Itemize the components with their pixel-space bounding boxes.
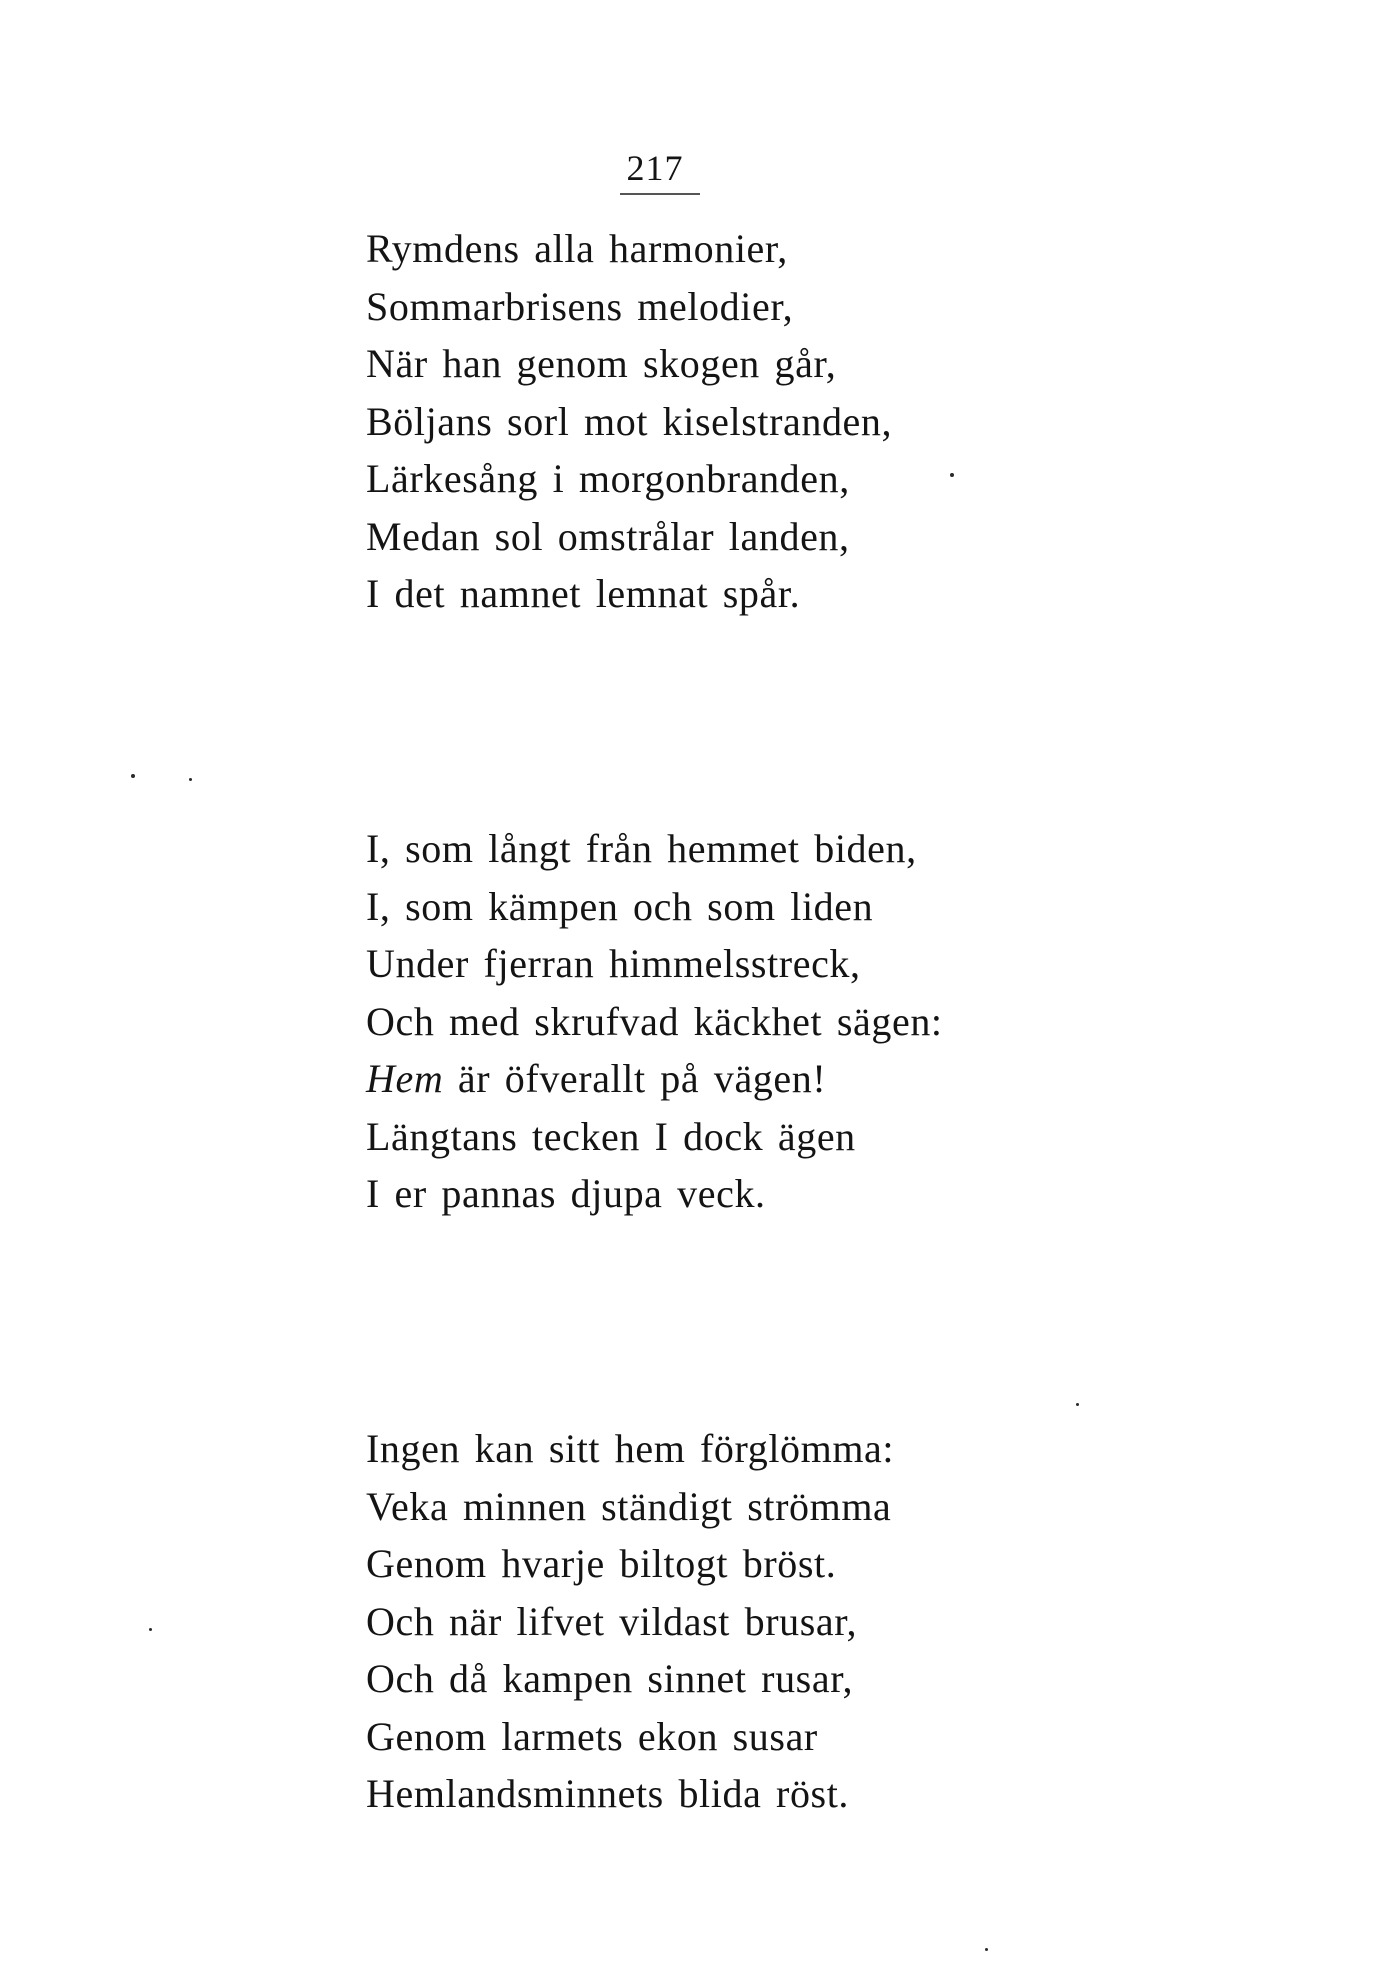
- verse-line: Längtans tecken I dock ägen: [366, 1113, 856, 1159]
- verse-line: Rymdens alla harmonier,: [366, 226, 788, 271]
- verse-line: Medan sol omstrålar landen,: [366, 513, 850, 559]
- verse-line: Och då kampen sinnet rusar,: [366, 1656, 854, 1701]
- page-number-rule: [620, 193, 700, 195]
- print-speck: [985, 1948, 988, 1951]
- verse-line: Veka minnen ständigt strömma: [366, 1483, 892, 1529]
- stanza-2: [366, 820, 1126, 1223]
- print-speck: [950, 473, 954, 477]
- emphasized-word: Hem: [366, 1056, 444, 1101]
- verse-line-rest: är öfverallt på vägen!: [443, 1056, 827, 1101]
- print-speck: [1076, 1403, 1079, 1406]
- verse-line: Och med skrufvad käckhet sägen:: [366, 998, 943, 1044]
- verse-line: I er pannas djupa veck.: [366, 1171, 766, 1216]
- verse-line: Hemlandsminnets blida röst.: [366, 1771, 850, 1816]
- verse-line: Under fjerran himmelsstreck,: [366, 941, 861, 986]
- page-number: 217: [626, 148, 684, 188]
- verse-line: Genom larmets ekon susar: [366, 1713, 818, 1759]
- print-speck: [131, 774, 135, 778]
- verse-line: Ingen kan sitt hem förglömma:: [366, 1426, 895, 1471]
- verse-line: I, som långt från hemmet biden,: [366, 826, 917, 871]
- print-speck: [189, 778, 192, 781]
- verse-line: Lärkesång i morgonbranden,: [366, 456, 850, 501]
- verse-line: Och när lifvet vildast brusar,: [366, 1598, 858, 1644]
- verse-line: Sommarbrisens melodier,: [366, 283, 794, 329]
- verse-line: Genom hvarje biltogt bröst.: [366, 1541, 837, 1586]
- stanza-1: [366, 220, 1126, 623]
- verse-line-emphasized: [366, 1050, 1126, 1108]
- verse-line: I det namnet lemnat spår.: [366, 571, 801, 616]
- verse-line: I, som kämpen och som liden: [366, 883, 874, 929]
- stanza-3: [366, 1420, 1126, 1823]
- verse-line: Böljans sorl mot kiselstranden,: [366, 398, 893, 444]
- print-speck: [149, 1628, 152, 1631]
- verse-line: När han genom skogen går,: [366, 341, 837, 386]
